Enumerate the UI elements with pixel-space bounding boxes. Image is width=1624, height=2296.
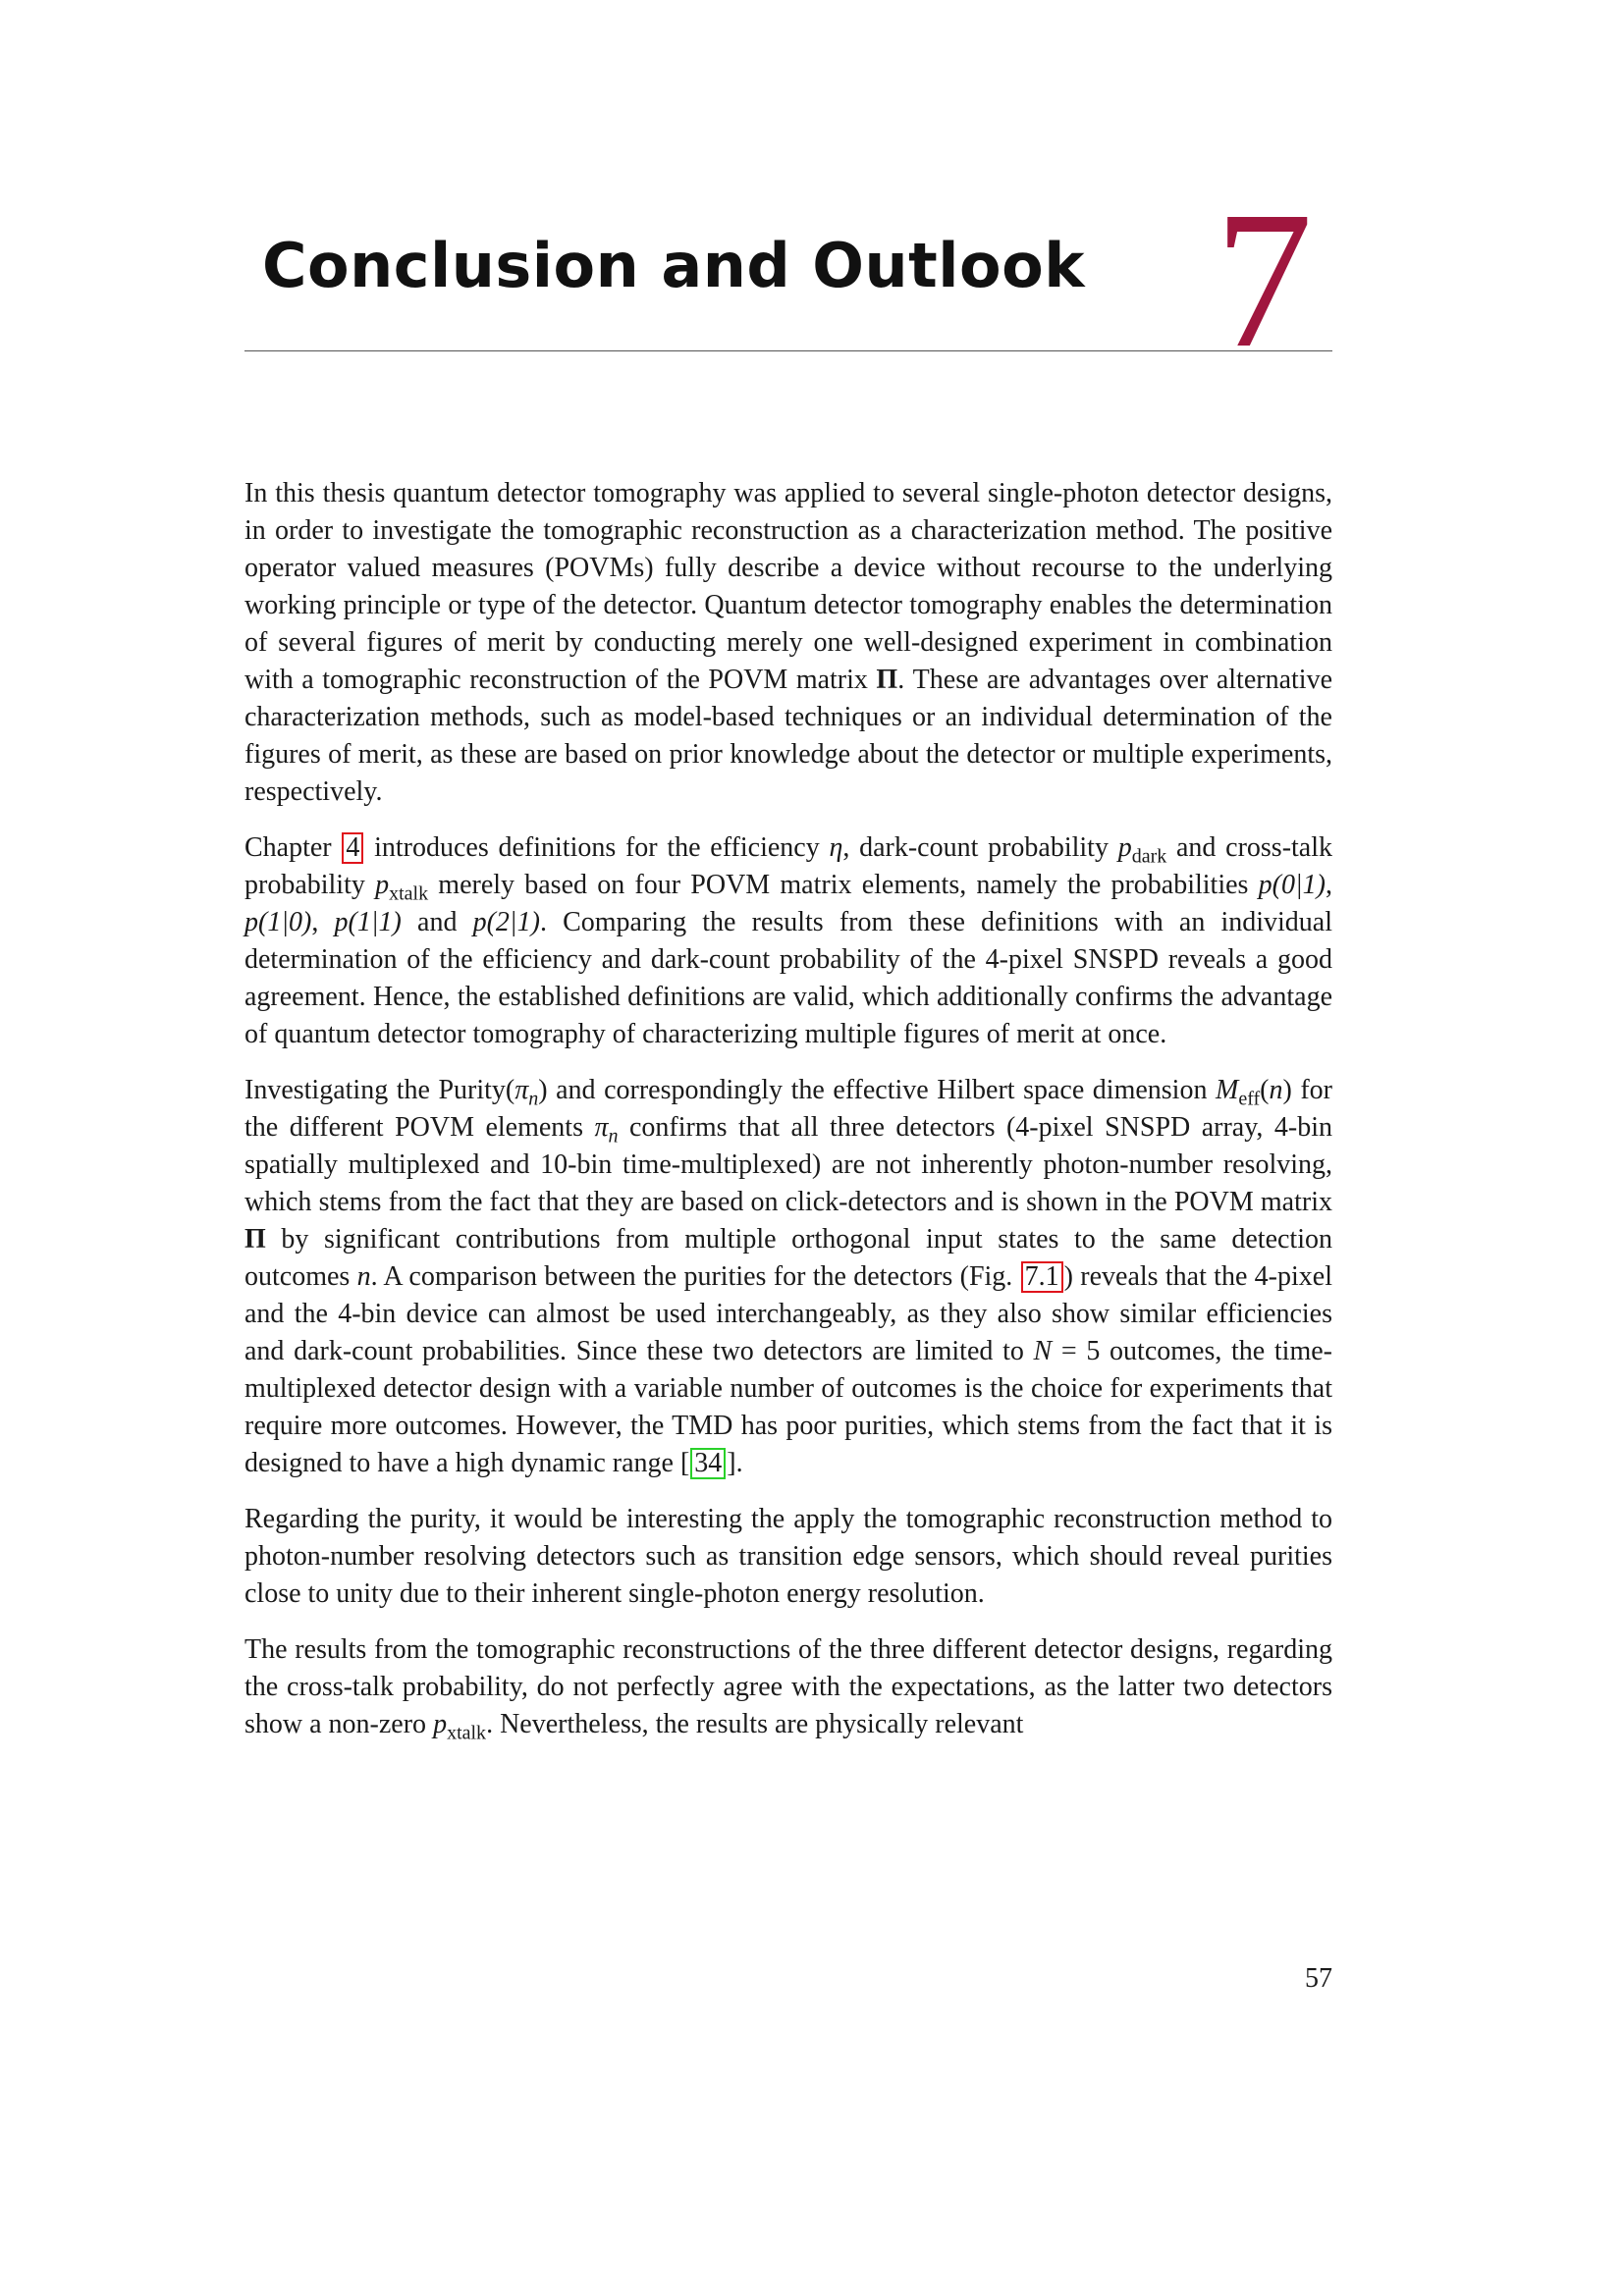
prob-1-1: p(1|1) (334, 907, 402, 937)
p5-text: The results from the tomographic reconstructions of the three different detector designs, regarding the cross-talk probability, do not perfectly agree with the expectations, as the latter two detectors show a non-zero (244, 1634, 1332, 1739)
M-symbol: M (1216, 1075, 1239, 1105)
p1-tail: . These are advantages over alternative characterization methods, such as model-based techniques or an individual determination of the figures of merit, as these are based on prior knowledge about the detector or multiple experiments, respectively. (244, 665, 1333, 807)
p1-text: In this thesis quantum detector tomography was applied to several single-photon detector designs, in order to investigate the tomographic reconstruction as a characterization method. The positive operator valued measures (POVMs) fully describe a device without recourse to the underlying working principle or type of the detector. Quantum detector tomography enables the determination of several figures of merit by conducting merely one well-designed experiment in combination with a tomographic reconstruction of the POVM matrix (244, 478, 1332, 695)
p2-text: Chapter (244, 832, 342, 863)
xtalk-subscript: xtalk (389, 882, 429, 905)
dark-subscript: dark (1131, 845, 1167, 868)
citation-34-link[interactable]: 34 (690, 1448, 726, 1479)
pi-symbol: π (514, 1075, 529, 1105)
body-text (244, 475, 1332, 1762)
p3-text: ) reveals that the 4-pixel and the 4-bin device can almost be used interchangeably, as they also show similar efficiencies and dark-count probabilities. Since these two detectors are limited to (244, 1261, 1332, 1366)
n-subscript: n (528, 1088, 539, 1110)
page-number: 57 (1305, 1963, 1332, 1994)
p3-text: Investigating the Purity( (244, 1075, 515, 1105)
xtalk-subscript: xtalk (447, 1722, 487, 1744)
p2-text: and (401, 907, 473, 937)
eff-subscript: eff (1238, 1088, 1261, 1110)
prob-2-1: p(2|1) (472, 907, 540, 937)
chapter-header (244, 172, 1332, 389)
chapter-title: Conclusion and Outlook (262, 230, 1085, 301)
p2-text: merely based on four POVM matrix elements, namely the probabilities (428, 870, 1259, 900)
p3-text: ) and correspondingly the effective Hilbert space dimension (538, 1075, 1216, 1105)
p2-text: introduces definitions for the efficiency (364, 832, 830, 863)
n-symbol: n (356, 1261, 371, 1292)
paragraph-4: Regarding the purity, it would be interesting the apply the tomographic reconstruction method to photon-number resolving detectors such as transition edge sensors, which should reveal purities close to unity due to their inherent single-photon energy resolution. (244, 1504, 1332, 1609)
p-symbol: p (433, 1709, 448, 1739)
p3-text: ( (1260, 1075, 1270, 1105)
n-subscript: n (608, 1125, 619, 1148)
p3-text: ) for the different POVM elements (244, 1075, 1333, 1143)
pi-matrix-symbol: Π (244, 1224, 266, 1255)
p3-text: by significant contributions from multiple orthogonal input states to the same detection outcomes (244, 1224, 1332, 1292)
pi-symbol: π (594, 1112, 609, 1143)
figure-7-1-link[interactable]: 7.1 (1021, 1261, 1063, 1293)
paragraph-3 (244, 1072, 1332, 1482)
header-rule (244, 350, 1332, 351)
p-symbol: p (375, 870, 390, 900)
p3-text: . A comparison between the purities for the detectors (Fig. (370, 1261, 1020, 1292)
p3-text: = 5 outcomes, the time-multiplexed detector design with a variable number of outcomes is the choice for experiments that require more outcomes. However, the TMD has poor purities, which stems from the fact that it is designed to have a high dynamic range [ (244, 1336, 1332, 1478)
p2-text: , dark-count probability (842, 832, 1118, 863)
N-symbol: N (1033, 1336, 1053, 1366)
p5-text: . Nevertheless, the results are physically relevant (486, 1709, 1024, 1739)
p2-text: . Comparing the results from these definitions with an individual determination of the efficiency and dark-count probability of the 4-pixel SNSPD reveals a good agreement. Hence, the established definitions are valid, which additionally confirms the advantage of quantum detector tomography of characterizing multiple figures of merit at once. (244, 907, 1333, 1049)
eta-symbol: η (829, 832, 843, 863)
p2-text: , (311, 907, 335, 937)
n-symbol: n (1269, 1075, 1283, 1105)
paragraph-1 (244, 475, 1332, 811)
p2-text: , (1326, 870, 1333, 900)
paragraph-5 (244, 1631, 1332, 1743)
paragraph-2 (244, 829, 1332, 1053)
p-symbol: p (1117, 832, 1132, 863)
prob-0-1: p(0|1) (1258, 870, 1326, 900)
chapter-number: 7 (1215, 172, 1313, 389)
p2-text: and cross-talk probability (244, 832, 1332, 900)
chapter-4-link[interactable]: 4 (342, 832, 363, 864)
p3-text: ]. (727, 1448, 743, 1478)
prob-1-0: p(1|0) (244, 907, 312, 937)
p3-text: confirms that all three detectors (4-pixel SNSPD array, 4-bin spatially multiplexed and 10-bin time-multiplexed) are not inherently photon-number resolving, which stems from the fact that they are based on click-detectors and is shown in the POVM matrix (244, 1112, 1332, 1217)
pi-matrix-symbol: Π (876, 665, 898, 695)
